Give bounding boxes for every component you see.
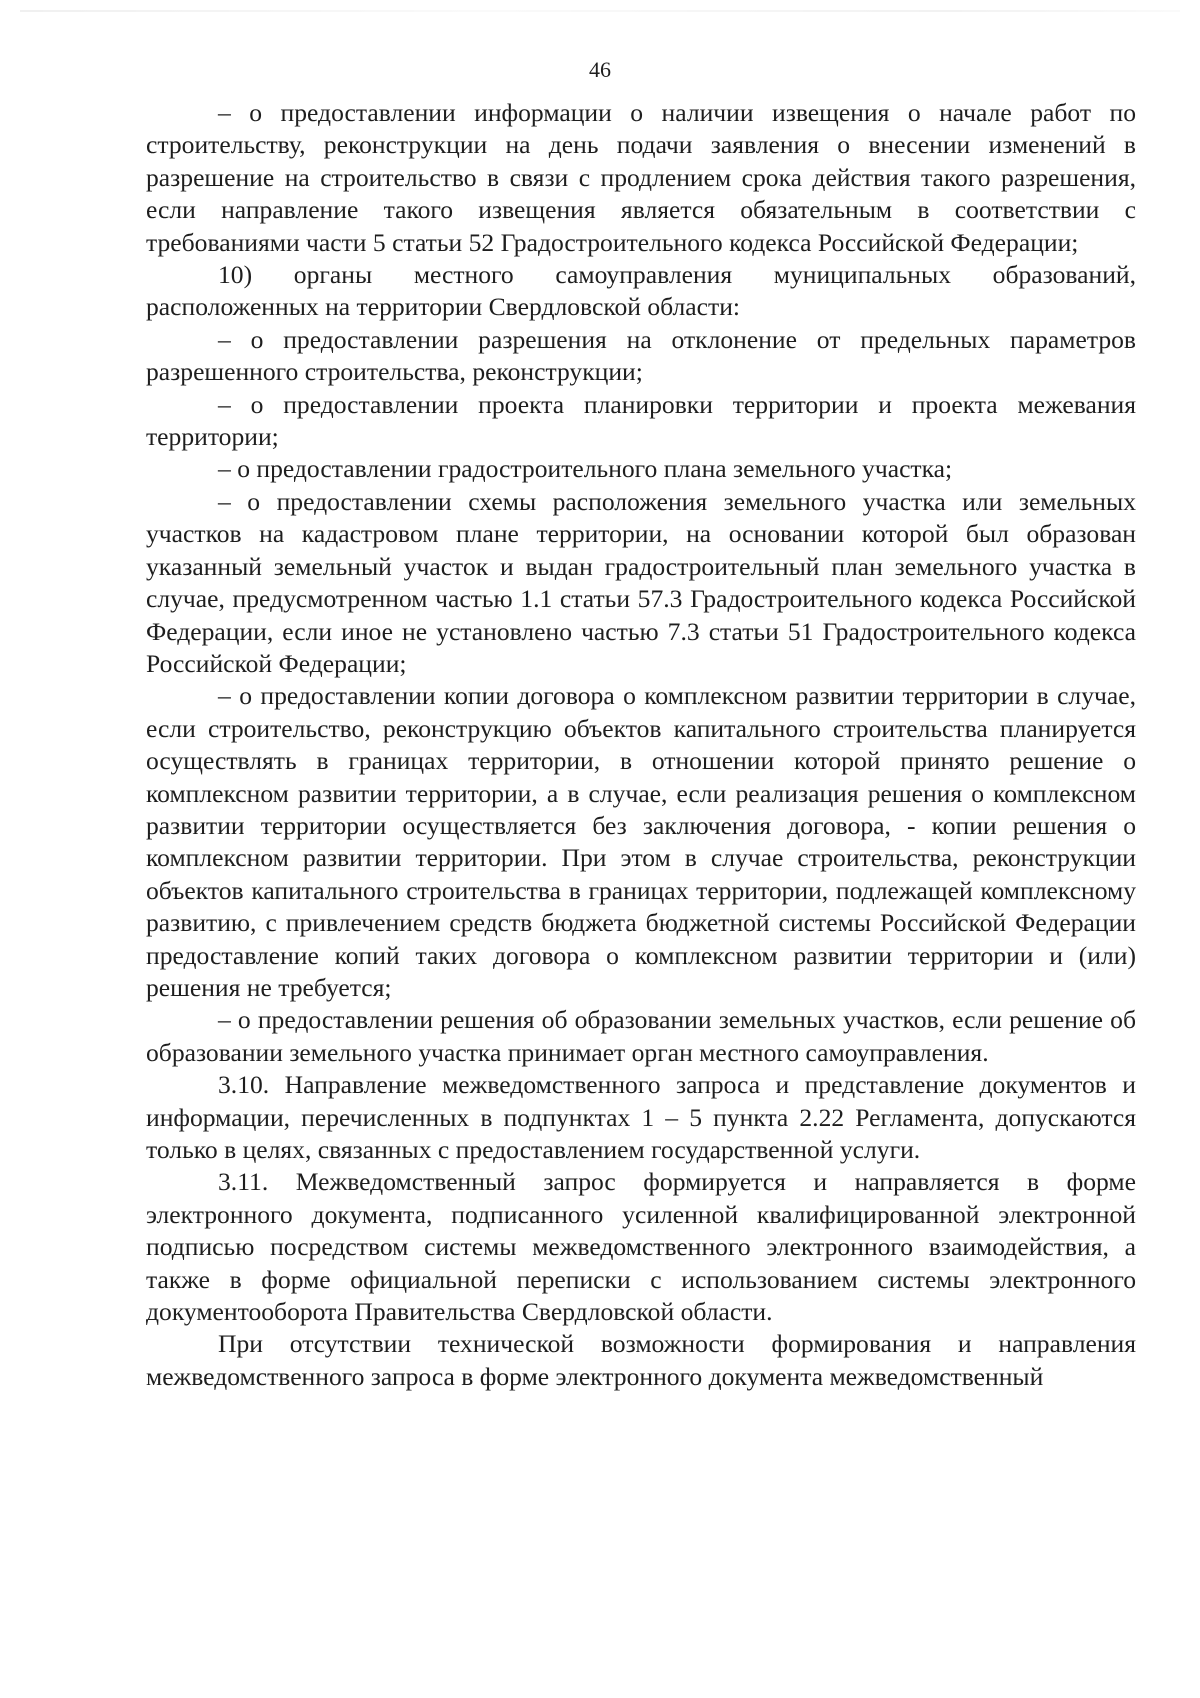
document-body [146, 97, 1136, 1393]
paragraph-section-3-11: 3.11. Межведомственный запрос формируется и направляется в форме электронного документа, подписанного усиленной квалифицированной электронной подписью посредством системы межведомственного электронного взаимодействия, а также в форме официальной переписки с использованием системы электронного документооборота Правительства Свердловской области. [146, 1167, 1136, 1327]
paragraph-complex-development-contract: – о предоставлении копии договора о комплексном развитии территории в случае, если строительство, реконструкцию объектов капитального строительства планируется осуществлять в границах территории, в отношении которой принято решение о комплексном развитии территории, а в случае, если реализация решения о комплексном развитии территории осуществляется без заключения договора, - копии решения о комплексном развитии территории. При этом в случае строительства, реконструкции объектов капитального строительства в границах территории, подлежащей комплексному развитию, с привлечением средств бюджета бюджетной системы Российской Федерации предоставление копий таких договора о комплексном развитии территории и (или) решения не требуется; [146, 681, 1136, 1002]
paragraph-no-technical-possibility: При отсутствии технической возможности формирования и направления межведомственного запроса в форме электронного документа межведомственный [146, 1329, 1136, 1391]
paragraph-land-plot-scheme: – о предоставлении схемы расположения земельного участка или земельных участков на кадастровом плане территории, на основании которой был образован указанный земельный участок и выдан градостроительный план земельного участка в случае, предусмотренном частью 1.1 статьи 57.3 Градостроительного кодекса Российской Федерации, если иное не установлено частью 7.3 статьи 51 Градостроительного кодекса Российской Федерации; [146, 486, 1136, 678]
paragraph-section-3-10: 3.10. Направление межведомственного запроса и представление документов и информации, перечисленных в подпунктах 1 – 5 пункта 2.22 Регламента, допускаются только в целях, связанных с предоставлением государственной услуги. [146, 1070, 1136, 1164]
paragraph-local-government-bodies: 10) органы местного самоуправления муниципальных образований, расположенных на территории Свердловской области: [146, 260, 1136, 322]
paragraph-notice-of-works: – о предоставлении информации о наличии извещения о начале работ по строительству, реконструкции на день подачи заявления о внесении изменений в разрешение на строительство в связи с продлением срока действия такого разрешения, если направление такого извещения является обязательным в соответствии с требованиями части 5 статьи 52 Градостроительного кодекса Российской Федерации; [146, 98, 1136, 257]
paragraph-urban-plan: – о предоставлении градостроительного плана земельного участка; [218, 454, 953, 484]
scan-edge-artifact [20, 10, 1180, 12]
paragraph-deviation-permit: – о предоставлении разрешения на отклонение от предельных параметров разрешенного строительства, реконструкции; [146, 324, 1136, 387]
paragraph-planning-project: – о предоставлении проекта планировки территории и проекта межевания территории; [146, 389, 1136, 452]
paragraph-land-formation-decision: – о предоставлении решения об образовании земельных участков, если решение об образовании земельного участка принимает орган местного самоуправления. [146, 1005, 1136, 1067]
page-number: 46 [589, 57, 611, 82]
